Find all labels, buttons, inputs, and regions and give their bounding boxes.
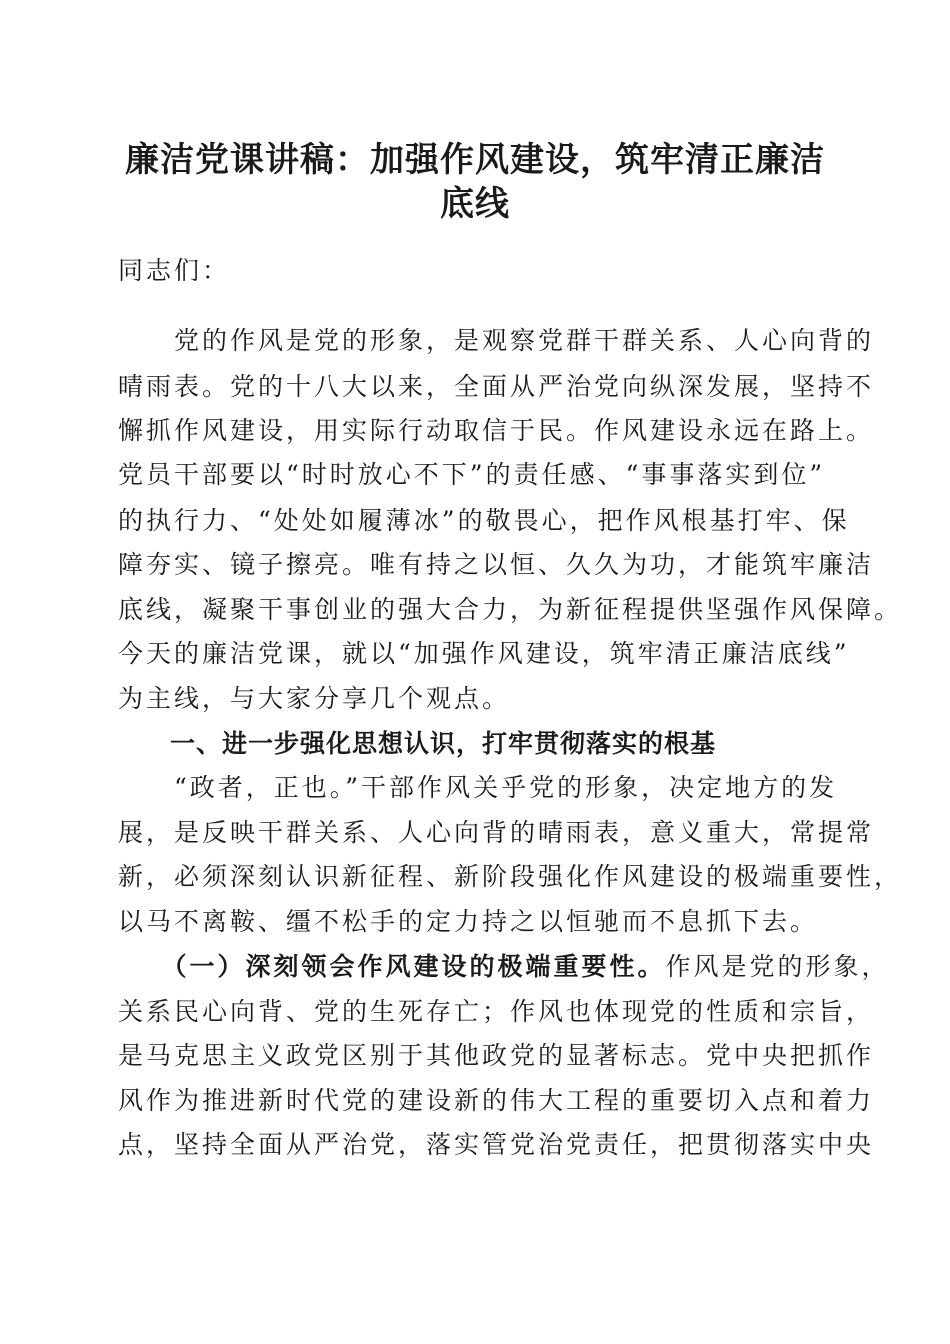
paragraph-line: 党员干部要以“时时放心不下”的责任感、“事事落实到位”: [118, 460, 826, 489]
paragraph-line: 为主线，与大家分享几个观点。: [118, 684, 511, 713]
paragraph-text: 作风是党的形象，: [665, 952, 890, 981]
paragraph-line: 今天的廉洁党课，就以“加强作风建设，筑牢清正廉洁底线”: [118, 639, 850, 668]
paragraph-line: 关系民心向背、党的生死存亡；作风也体现党的性质和宗旨，: [118, 997, 875, 1026]
document-title-line-1: 廉洁党课讲稿：加强作风建设，筑牢清正廉洁: [125, 140, 825, 180]
paragraph-line: 底线，凝聚干事创业的强大合力，为新征程提供坚强作风保障。: [118, 595, 903, 624]
subsection-heading: （一）深刻领会作风建设的极端重要性。: [118, 952, 666, 981]
document-title-line-2: 底线: [440, 184, 510, 224]
section-heading: 一、进一步强化思想认识，打牢贯彻落实的根基: [118, 729, 717, 758]
paragraph-line: [118, 951, 890, 983]
paragraph-line: 懈抓作风建设，用实际行动取信于民。作风建设永远在路上。: [118, 416, 875, 445]
paragraph-line: 风作为推进新时代党的建设新的伟大工程的重要切入点和着力: [118, 1086, 875, 1115]
paragraph-line: 晴雨表。党的十八大以来，全面从严治党向纵深发展，坚持不: [118, 372, 875, 401]
paragraph-line: “政者，正也。”干部作风关乎党的形象，决定地方的发: [118, 773, 838, 802]
salutation: 同志们：: [118, 256, 231, 285]
paragraph-line: 点，坚持全面从严治党，落实管党治党责任，把贯彻落实中央: [118, 1130, 875, 1159]
paragraph-line: 展，是反映干群关系、人心向背的晴雨表，意义重大，常提常: [118, 818, 875, 847]
paragraph-line: 新，必须深刻认识新征程、新阶段强化作风建设的极端重要性，: [118, 862, 903, 891]
paragraph-line: 以马不离鞍、缰不松手的定力持之以恒驰而不息抓下去。: [118, 907, 819, 936]
paragraph-line: 的执行力、“处处如履薄冰”的敬畏心，把作风根基打牢、保: [118, 506, 850, 535]
paragraph-line: 党的作风是党的形象，是观察党群干群关系、人心向背的: [118, 326, 875, 355]
paragraph-line: 障夯实、镜子擦亮。唯有持之以恒、久久为功，才能筑牢廉洁: [118, 550, 875, 579]
paragraph-line: 是马克思主义政党区别于其他政党的显著标志。党中央把抓作: [118, 1041, 875, 1070]
